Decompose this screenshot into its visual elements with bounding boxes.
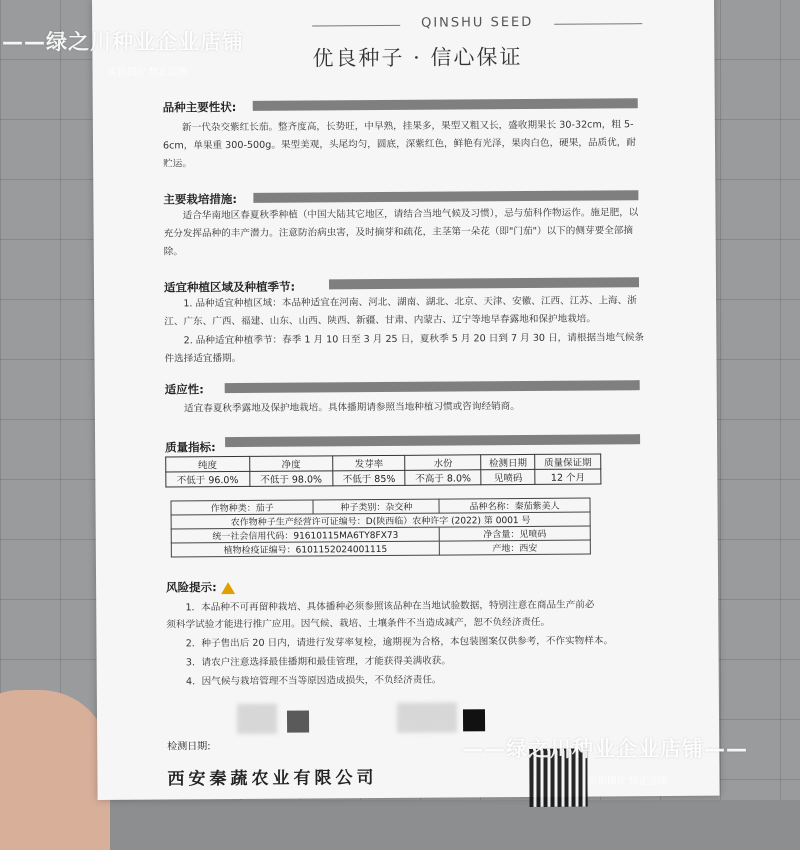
cultivation-title: 主要栽培措施: <box>163 191 238 207</box>
region-text-1: 1. 品种适宜种植区域：本品种适宜在河南、河北、湖南、湖北、北京、天津、安徽、江西、江苏、上海、浙江、广东、广西、福建、山东、山西、陕西、新疆、甘肃、内蒙古、辽宁等地早春露地和保护地栽培。 <box>164 295 637 328</box>
section-bar <box>253 98 638 111</box>
traits-text: 新一代杂交紫红长茄。整齐度高，长势旺，中早熟，挂果多，果型又粗又长，盛收期果长 30-32cm，粗 5-6cm，单果重 300-500g。果型美观，头尾均匀，圆底，深紫红色，鲜艳有光泽，果肉白色，硬果，品质优，耐贮运。 <box>162 119 636 170</box>
table-header-cell: 检测日期 <box>481 454 535 469</box>
table-cell: 不低于 98.0% <box>249 471 333 487</box>
watermark-top: ——绿之川种业企业店铺 <box>2 30 244 54</box>
holding-hand <box>0 690 110 850</box>
watermark-bottom: ——绿之川种业企业店铺—— <box>462 737 748 761</box>
section-bar <box>253 190 638 203</box>
table-cell: 不低于 85% <box>333 470 405 486</box>
region-text-2: 2. 品种适宜种植季节：春季 1 月 10 日至 3 月 25 日，夏秋季 5 月 20 日到 7 月 30 日，请根据当地气候条件选择适宜播期。 <box>164 332 645 365</box>
redacted-square <box>463 709 485 731</box>
variety-cell: 品种名称：秦茄紫美人 <box>439 498 590 513</box>
risk-line-1b: 须科学试验才能进行推广应用。因气候、栽培、土壤条件不当造成减产，恕不负经济责任。 <box>166 616 551 631</box>
quality-title: 质量指标: <box>165 440 216 455</box>
table-header-cell: 纯度 <box>166 456 250 472</box>
table-header-cell: 水份 <box>405 455 481 471</box>
table-row <box>171 540 590 557</box>
redacted-square <box>287 711 309 733</box>
risk-line-3: 3．请农户注意选择最佳播期和最佳管理，才能获得美满收获。 <box>185 655 451 669</box>
table-header-cell: 发芽率 <box>333 455 405 471</box>
table-header-cell: 质量保证期 <box>535 454 601 469</box>
adapt-text: 适宜春夏秋季露地及保护地栽培。具体播期请参照当地种植习惯或咨询经销商。 <box>184 401 520 415</box>
traits-title: 品种主要性状: <box>162 99 237 115</box>
table-header-cell: 净度 <box>249 456 333 472</box>
test-date-label: 检测日期: <box>167 741 211 753</box>
risk-title-text: 风险提示: <box>166 580 217 595</box>
table-cell: 见喷码 <box>481 469 535 484</box>
brand-name: QINSHU SEED <box>421 14 534 31</box>
seed-packet-sheet <box>92 0 720 800</box>
risk-line-1a: 1．本品种不可再留种栽培、具体播种必须参照该品种在当地试验数据，特别注意在商品生产前必 <box>185 599 595 614</box>
brand-left-rule <box>312 25 400 27</box>
table-cell: 不低于 96.0% <box>166 471 250 487</box>
warning-icon <box>221 582 235 594</box>
quality-table <box>165 453 601 487</box>
risk-line-2: 2．种子售出后 20 日内，请进行发芽率复检，逾期视为合格，本包装图案仅供参考，不作实物样本。 <box>185 635 614 650</box>
crop-type-cell: 作物种类：茄子 <box>171 500 314 515</box>
origin-cell: 产地：西安 <box>439 540 590 555</box>
product-info-table <box>170 498 590 558</box>
table-cell: 不高于 8.0% <box>405 470 481 486</box>
cultivation-text: 适合华南地区春夏秋季种植（中国大陆其它地区，请结合当地气候及习惯），忌与茄科作物运作。施足肥，以充分发挥品种的丰产潜力。注意防治病虫害，及时摘芽和疏花，主茎第一朵花（即"门茄"）以下的侧芽要全部摘除。 <box>163 207 639 258</box>
region-title: 适宜种植区域及种植季节: <box>163 279 296 295</box>
net-weight-cell: 净含量：见喷码 <box>439 526 590 541</box>
blurred-region <box>237 704 277 734</box>
table-cell: 12 个月 <box>535 469 601 484</box>
brand-right-rule <box>554 23 642 25</box>
blurred-region <box>397 702 457 732</box>
watermark-top-sub: 实拍图片 禁止盗图 <box>108 67 188 78</box>
section-bar <box>225 434 640 447</box>
credit-code-cell: 统一社会信用代码：91610115MA6TY8FX73 <box>171 527 439 543</box>
slogan: 优良种子 · 信心保证 <box>312 44 523 71</box>
watermark-bottom-sub: 实拍图片 禁止盗图 <box>588 776 668 787</box>
license-cell: 农作物种子生产经营许可证编号：D(陕西临）农种许字 (2022) 第 0001 号 <box>171 512 590 529</box>
section-bar <box>225 380 640 393</box>
quarantine-cell: 植物检疫证编号：6101152024001115 <box>171 541 439 557</box>
table-row <box>166 469 601 487</box>
risk-title <box>166 579 235 595</box>
risk-line-4: 4．因气候与栽培管理不当等原因造成损失，不负经济责任。 <box>185 674 442 688</box>
adapt-title: 适应性: <box>164 382 204 397</box>
company-name: 西安秦蔬农业有限公司 <box>167 768 378 790</box>
seed-type-cell: 种子类别：杂交种 <box>313 499 439 514</box>
section-bar <box>329 277 639 289</box>
